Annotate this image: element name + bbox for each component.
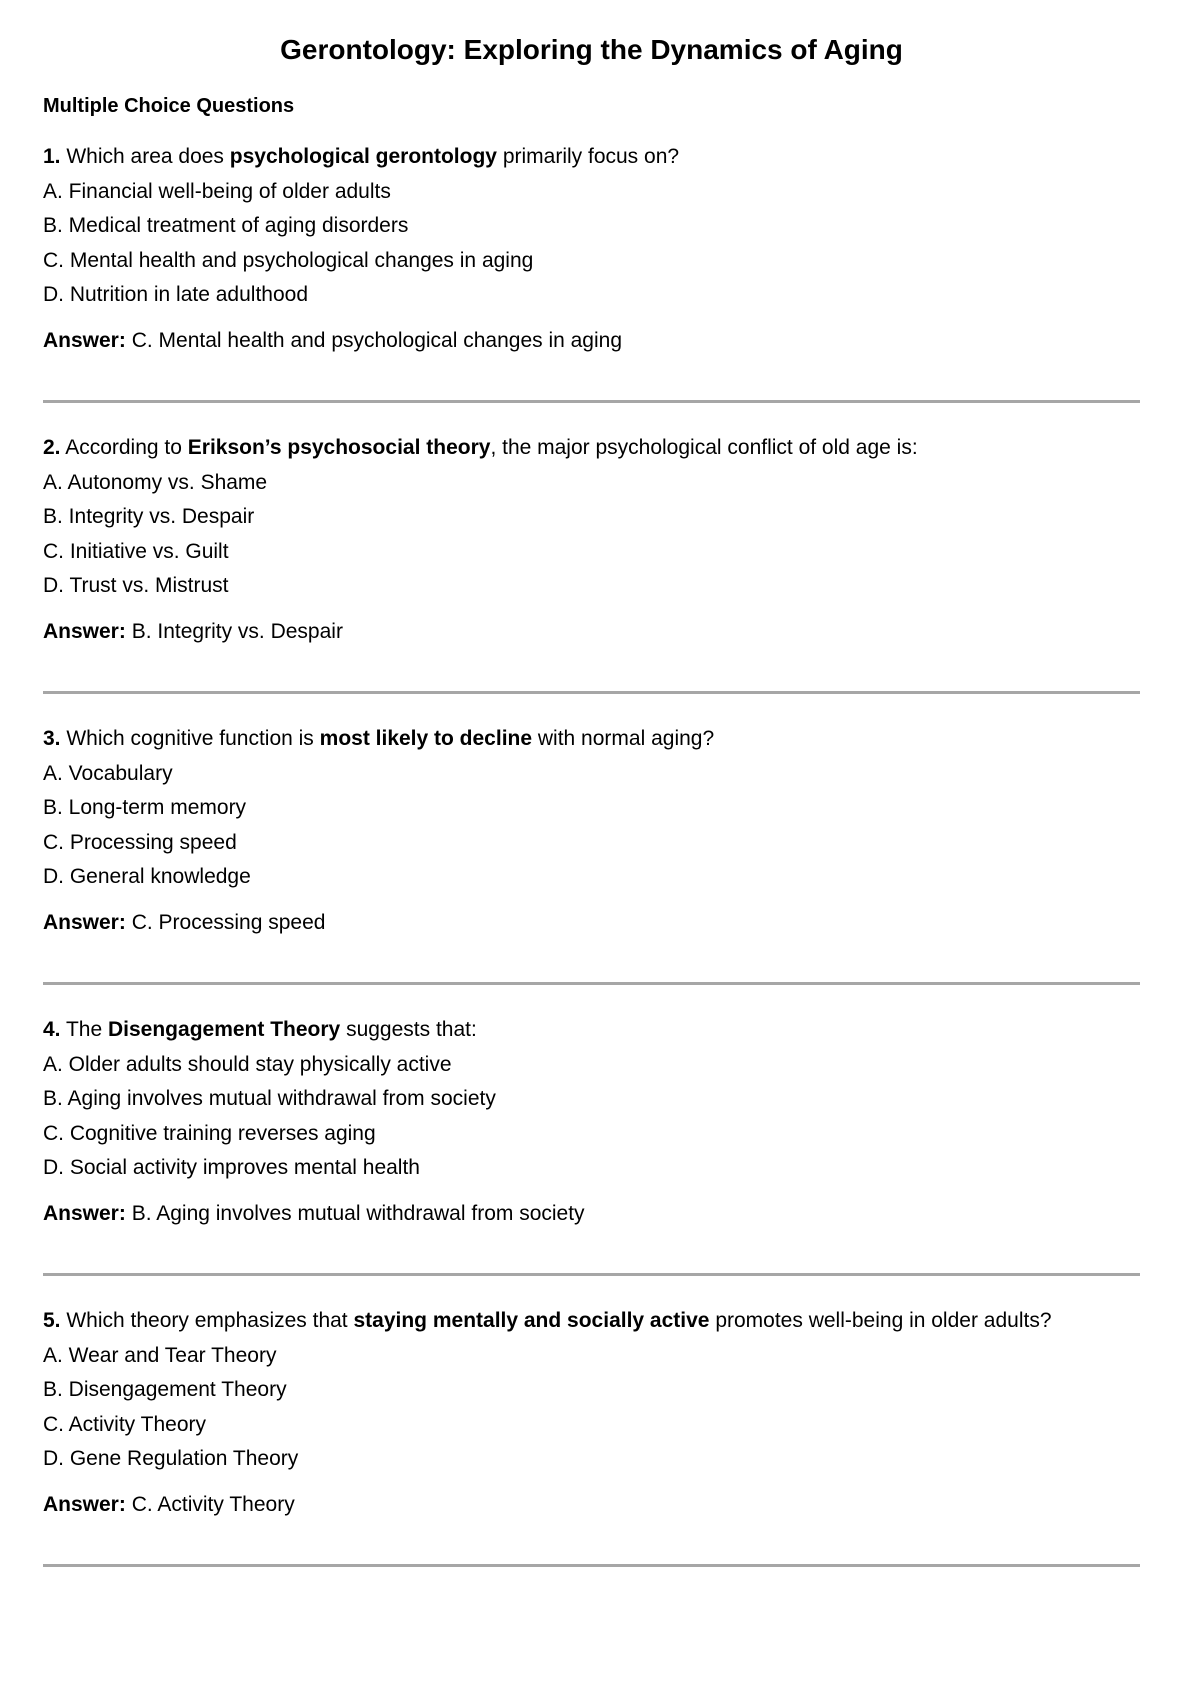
answer-value: C. Activity Theory (125, 1493, 295, 1516)
question-1 (43, 143, 1143, 355)
answer-value: B. Integrity vs. Despair (125, 620, 343, 643)
divider (43, 400, 1140, 403)
divider (43, 1273, 1140, 1276)
question-text-pre: Which theory emphasizes that (60, 1309, 354, 1332)
option-d: D. Gene Regulation Theory (43, 1447, 299, 1470)
divider (43, 1564, 1140, 1567)
question-text-pre: According to (60, 436, 188, 459)
question-5 (43, 1307, 1143, 1519)
question-text-pre: The (60, 1018, 108, 1041)
option-d: D. Social activity improves mental health (43, 1156, 420, 1179)
option-b: B. Integrity vs. Despair (43, 505, 255, 528)
question-emphasis: most likely to decline (319, 727, 533, 750)
answer-label: Answer: (43, 1202, 126, 1225)
question-text (43, 143, 1143, 171)
answer-value: C. Mental health and psychological changes in aging (125, 329, 623, 352)
answer-label: Answer: (43, 329, 126, 352)
option-d: D. General knowledge (43, 865, 251, 888)
question-3 (43, 725, 1143, 937)
question-text-post: promotes well-being in older adults? (709, 1309, 1052, 1332)
question-4 (43, 1016, 1143, 1228)
option-c: C. Processing speed (43, 830, 237, 854)
option-b: B. Long-term memory (43, 796, 247, 819)
question-number: 4. (43, 1018, 61, 1041)
option-d: D. Nutrition in late adulthood (43, 283, 308, 306)
question-number: 2. (43, 436, 61, 459)
option-d: D. Trust vs. Mistrust (43, 574, 229, 597)
option-c: C. Mental health and psychological changes in aging (43, 248, 534, 272)
option-b: B. Aging involves mutual withdrawal from society (43, 1087, 496, 1110)
answer-label: Answer: (43, 1493, 126, 1516)
question-emphasis: Erikson’s psychosocial theory (187, 436, 491, 459)
question-text (43, 725, 1143, 753)
option-a: A. Wear and Tear Theory (43, 1343, 277, 1367)
question-text-post: suggests that: (340, 1018, 477, 1041)
question-text-post: primarily focus on? (496, 145, 680, 168)
question-number: 5. (43, 1309, 61, 1332)
option-c: C. Activity Theory (43, 1412, 206, 1436)
answer-line (43, 1491, 1143, 1519)
option-a: A. Autonomy vs. Shame (43, 470, 268, 494)
answer-line (43, 618, 1143, 646)
answer-label: Answer: (43, 911, 126, 934)
option-a: A. Vocabulary (43, 761, 173, 785)
question-emphasis: Disengagement Theory (108, 1018, 341, 1041)
divider (43, 982, 1140, 985)
question-number: 1. (43, 145, 61, 168)
question-number: 3. (43, 727, 61, 750)
option-c: C. Cognitive training reverses aging (43, 1121, 376, 1145)
option-a: A. Financial well-being of older adults (43, 179, 391, 203)
section-heading: Multiple Choice Questions (43, 95, 295, 117)
question-emphasis: staying mentally and socially active (353, 1309, 710, 1332)
question-emphasis: psychological gerontology (229, 145, 497, 168)
question-2 (43, 434, 1143, 646)
answer-line (43, 327, 1143, 355)
document-title: Gerontology: Exploring the Dynamics of Aging (280, 34, 903, 65)
answer-line (43, 909, 1143, 937)
answer-label: Answer: (43, 620, 126, 643)
question-text (43, 434, 1143, 462)
answer-line (43, 1200, 1143, 1228)
question-text-pre: Which area does (60, 145, 230, 168)
divider (43, 691, 1140, 694)
option-b: B. Disengagement Theory (43, 1378, 287, 1401)
question-text-post: , the major psychological conflict of old age is: (490, 436, 918, 459)
question-text (43, 1016, 1143, 1044)
option-c: C. Initiative vs. Guilt (43, 539, 229, 563)
question-text-pre: Which cognitive function is (60, 727, 320, 750)
answer-value: B. Aging involves mutual withdrawal from society (125, 1202, 585, 1225)
question-text (43, 1307, 1143, 1335)
answer-value: C. Processing speed (125, 911, 326, 934)
option-b: B. Medical treatment of aging disorders (43, 214, 409, 237)
question-text-post: with normal aging? (532, 727, 715, 750)
option-a: A. Older adults should stay physically active (43, 1052, 452, 1076)
